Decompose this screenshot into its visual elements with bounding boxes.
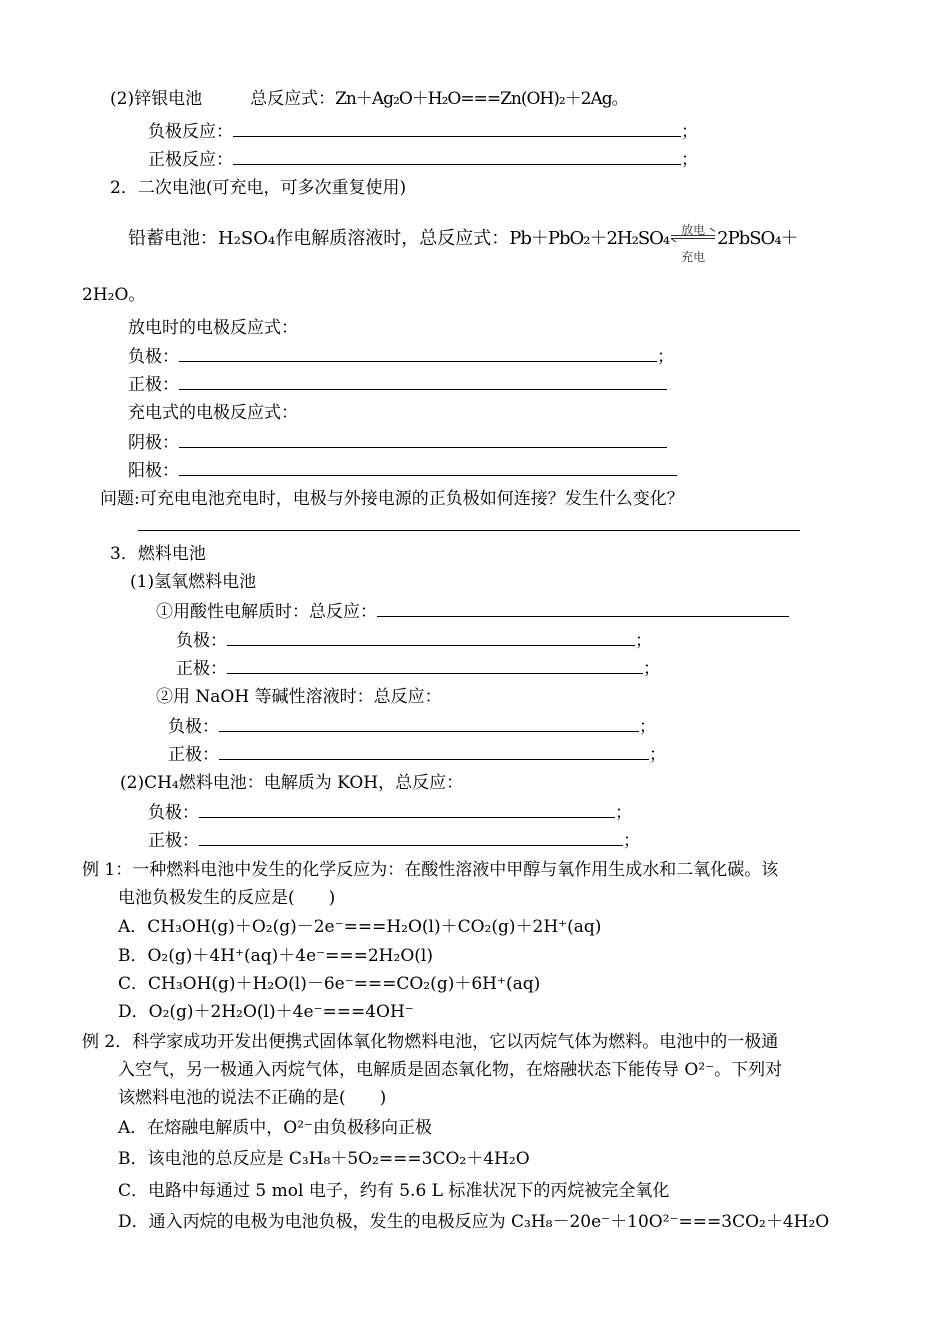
negative-label: 负极： <box>128 347 179 367</box>
answer-blank[interactable] <box>199 801 615 818</box>
semicolon: ； <box>681 150 698 170</box>
zn-ag-total-label: 总反应式： <box>250 89 336 109</box>
zn-ag-positive-row <box>148 148 698 170</box>
discharge-title: 放电时的电极反应式： <box>128 318 298 338</box>
ex1-option-b[interactable]: B．O₂(g)＋4H⁺(aq)＋4e⁻===2H₂O(l) <box>118 946 433 966</box>
ch4-negative-row <box>148 801 632 823</box>
zn-ag-total-equation: Zn＋Ag₂O＋H₂O===Zn(OH)₂＋2Ag。 <box>335 89 628 109</box>
ex1-option-c[interactable]: C．CH₃OH(g)＋H₂O(l)－6e⁻===CO₂(g)＋6H⁺(aq) <box>118 974 541 994</box>
ex2-option-a[interactable]: A．在熔融电解质中，O²⁻由负极移向正极 <box>118 1118 433 1138</box>
lead-acid-label: 铅蓄电池： <box>128 228 218 249</box>
semicolon: ； <box>615 803 632 823</box>
answer-blank[interactable] <box>227 657 643 674</box>
answer-blank[interactable] <box>179 373 667 390</box>
reversible-arrow <box>669 223 717 264</box>
ex2-option-c[interactable]: C．电路中每通过 5 mol 电子，约有 5.6 L 标准状况下的丙烷被完全氧化 <box>118 1181 670 1201</box>
ex1-option-a[interactable]: A．CH₃OH(g)＋O₂(g)－2e⁻===H₂O(l)＋CO₂(g)＋2H⁺(aq) <box>118 917 602 937</box>
ex2-question-line1: 例 2．科学家成功开发出便携式固体氧化物燃料电池，它以丙烷气体为燃料。电池中的一极通 <box>82 1032 779 1052</box>
acid-negative-row <box>176 629 652 651</box>
ex2-option-b[interactable]: B．该电池的总反应是 C₃H₈＋5O₂===3CO₂＋4H₂O <box>118 1149 530 1169</box>
acid-positive-row <box>176 657 660 679</box>
positive-label: 正极： <box>128 375 179 395</box>
answer-blank[interactable] <box>219 715 639 732</box>
lead-acid-desc: 作电解质溶液时，总反应式： <box>275 228 510 249</box>
semicolon: ； <box>623 831 640 851</box>
answer-blank[interactable] <box>199 829 623 846</box>
lead-acid-eq-left: Pb＋PbO₂＋2H₂SO₄ <box>509 228 670 249</box>
semicolon: ； <box>649 745 666 765</box>
lead-acid-eq-right: 2PbSO₄＋ <box>717 228 798 249</box>
base-title: ②用 NaOH 等碱性溶液时：总反应： <box>156 687 442 707</box>
electrolyte: H₂SO₄ <box>218 228 276 249</box>
positive-label: 正极： <box>168 745 219 765</box>
fuel-heading: 3．燃料电池 <box>110 544 206 564</box>
discharge-label: 放电 <box>681 223 706 237</box>
charge-title: 充电式的电极反应式： <box>128 403 298 423</box>
answer-blank[interactable] <box>233 120 681 137</box>
answer-blank[interactable] <box>179 345 657 362</box>
answer-blank[interactable] <box>179 459 677 476</box>
base-positive-row <box>168 743 666 765</box>
answer-blank[interactable] <box>179 431 667 448</box>
lead-acid-line <box>128 223 798 264</box>
negative-label: 负极： <box>168 717 219 737</box>
cathode-label: 阴极： <box>128 433 179 453</box>
ch4-title: (2)CH₄燃料电池：电解质为 KOH，总反应： <box>120 773 464 793</box>
lead-acid-eq-tail: 2H₂O。 <box>82 285 146 305</box>
answer-blank[interactable] <box>377 600 789 617</box>
answer-blank[interactable] <box>138 514 800 531</box>
zn-ag-negative-label: 负极反应： <box>148 122 233 142</box>
ex1-question-line1: 例 1：一种燃料电池中发生的化学反应为：在酸性溶液中甲醇与氧作用生成水和二氧化碳。该 <box>82 860 779 880</box>
negative-label: 负极： <box>176 631 227 651</box>
answer-blank[interactable] <box>233 148 681 165</box>
zn-ag-title: (2)锌银电池 <box>110 89 203 109</box>
ex1-option-d[interactable]: D．O₂(g)＋2H₂O(l)＋4e⁻===4OH⁻ <box>118 1002 414 1022</box>
ex2-question-line3: 该燃料电池的说法不正确的是( ) <box>118 1088 387 1108</box>
anode-label: 阳极： <box>128 461 179 481</box>
discharge-negative-row <box>128 345 674 367</box>
discharge-positive-row <box>128 373 667 395</box>
ex2-question-line2: 入空气，另一极通入丙烷气体，电解质是固态氧化物，在熔融状态下能传导 O²⁻。下列对 <box>118 1060 783 1080</box>
secondary-heading: 2．二次电池(可充电，可多次重复使用) <box>110 178 407 198</box>
question-text: 问题:可充电电池充电时，电极与外接电源的正负极如何连接？发生什么变化？ <box>100 489 684 509</box>
negative-label: 负极： <box>148 803 199 823</box>
semicolon: ； <box>635 631 652 651</box>
positive-label: 正极： <box>176 659 227 679</box>
zn-ag-positive-label: 正极反应： <box>148 150 233 170</box>
charge-label: 充电 <box>681 250 706 264</box>
semicolon: ； <box>657 347 674 367</box>
base-negative-row <box>168 715 656 737</box>
answer-blank[interactable] <box>227 629 635 646</box>
answer-blank[interactable] <box>219 743 649 760</box>
semicolon: ； <box>639 717 656 737</box>
zn-ag-negative-row <box>148 120 698 142</box>
question-answer-row <box>138 514 800 536</box>
acid-label: ①用酸性电解质时：总反应： <box>156 602 377 622</box>
acid-row <box>156 600 789 622</box>
semicolon: ； <box>643 659 660 679</box>
zn-ag-line <box>110 88 628 110</box>
charge-anode-row <box>128 459 677 481</box>
ch4-positive-row <box>148 829 640 851</box>
charge-cathode-row <box>128 431 667 453</box>
ex1-question-line2: 电池负极发生的反应是( ) <box>118 888 336 908</box>
semicolon: ； <box>681 122 698 142</box>
positive-label: 正极： <box>148 831 199 851</box>
h2o2-title: (1)氢氧燃料电池 <box>130 572 257 592</box>
ex2-option-d[interactable]: D．通入丙烷的电极为电池负极，发生的电极反应为 C₃H₈－20e⁻＋10O²⁻===3CO₂＋4H₂O <box>118 1212 830 1232</box>
